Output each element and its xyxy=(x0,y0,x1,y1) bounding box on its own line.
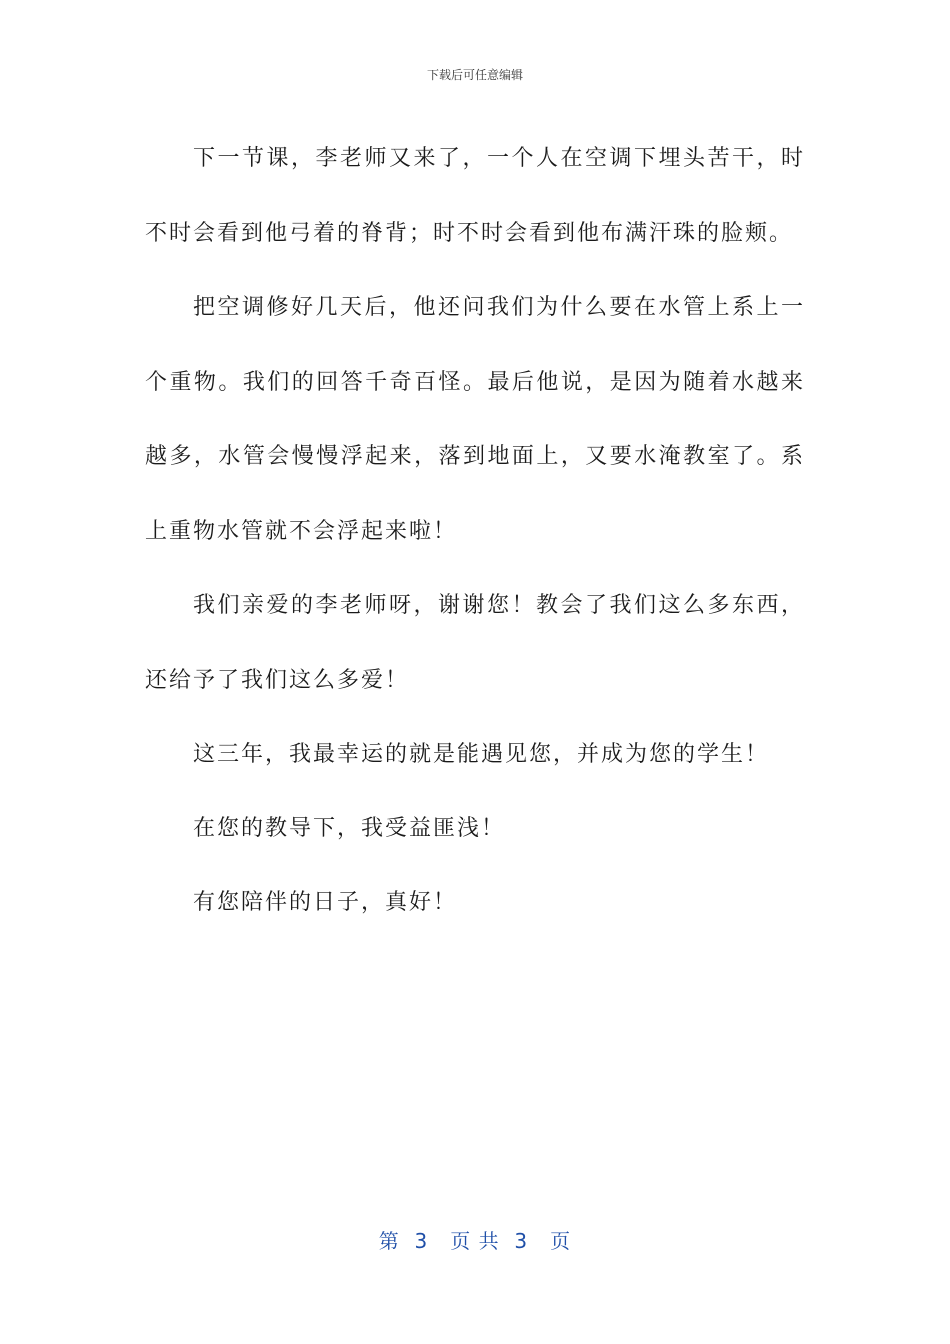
paragraph-3: 我们亲爱的李老师呀，谢谢您！教会了我们这么多东西，还给予了我们这么多爱！ xyxy=(145,593,805,693)
page-number-footer xyxy=(0,1225,950,1254)
paragraph-2: 把空调修好几天后，他还问我们为什么要在水管上系上一个重物。我们的回答千奇百怪。最后他说，是因为随着水越来越多，水管会慢慢浮起来，落到地面上，又要水淹教室了。系上重物水管就不会浮起来啦！ xyxy=(145,295,805,544)
paragraph-6: 有您陪伴的日子，真好！ xyxy=(193,890,458,915)
page-header: 下载后可任意编辑 xyxy=(426,68,523,82)
paragraph-4: 这三年，我最幸运的就是能遇见您，并成为您的学生！ xyxy=(193,742,770,767)
paragraph-5: 在您的教导下，我受益匪浅！ xyxy=(193,816,506,841)
page-number-text: 第 3 页 共 3 页 xyxy=(378,1229,572,1253)
paragraph-1: 下一节课，李老师又来了，一个人在空调下埋头苦干，时不时会看到他弓着的脊背；时不时会看到他布满汗珠的脸颊。 xyxy=(145,146,805,246)
document-body xyxy=(145,122,805,940)
